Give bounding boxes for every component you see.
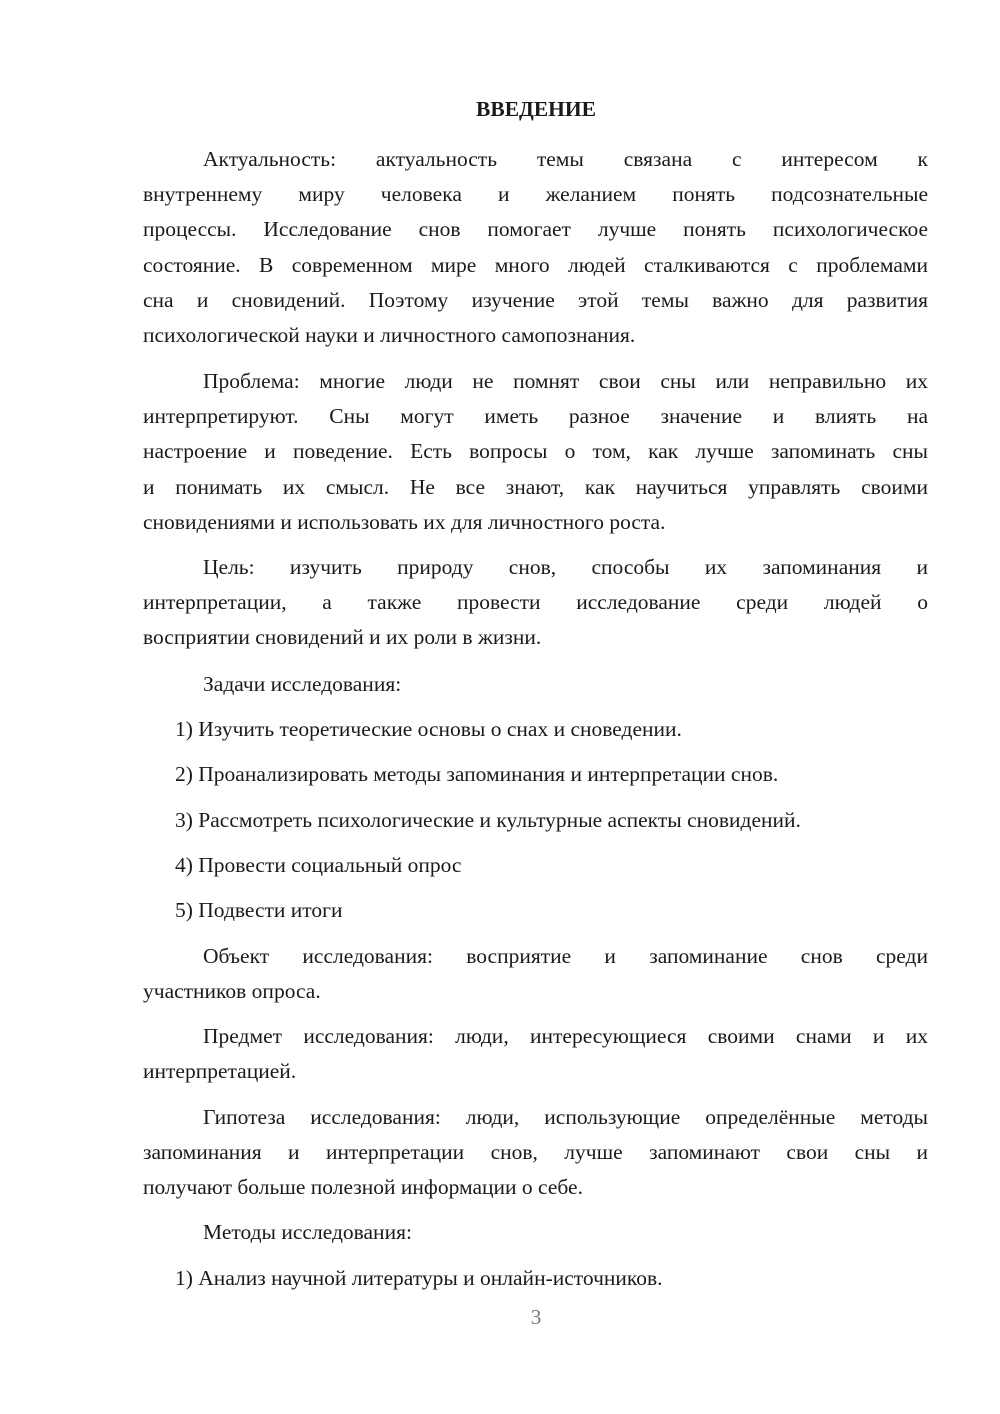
text-line: состояние. В современном мире много людей сталкиваются с проблемами: [143, 252, 928, 277]
page-number: 3: [530, 1305, 542, 1329]
text-line: Проблема: многие люди не помнят свои сны или неправильно их: [203, 369, 928, 393]
paragraph: [143, 1019, 928, 1089]
text-line: Объект исследования: восприятие и запоминание снов среди: [203, 944, 928, 968]
list-item: [143, 848, 928, 883]
list-item: [143, 803, 928, 838]
list-item: [143, 893, 928, 928]
text-line: Актуальность: актуальность темы связана с интересом к: [203, 147, 928, 171]
text-line: настроение и поведение. Есть вопросы о том, как лучше запоминать сны: [143, 439, 928, 464]
paragraph: [143, 1215, 928, 1250]
text-line: Предмет исследования: люди, интересующиеся своими снами и их: [203, 1024, 928, 1048]
list-item: [143, 757, 928, 792]
text-line: интерпретацией.: [143, 1059, 297, 1084]
text-line: Методы исследования:: [203, 1220, 412, 1244]
text-line: сна и сновидений. Поэтому изучение этой темы важно для развития: [143, 287, 928, 312]
paragraph: [143, 939, 928, 1009]
text-line: 2) Проанализировать методы запоминания и интерпретации снов.: [175, 762, 779, 786]
text-line: участников опроса.: [143, 979, 321, 1004]
text-line: сновидениями и использовать их для личностного роста.: [143, 509, 666, 534]
paragraph: [143, 364, 928, 540]
text-line: 4) Провести социальный опрос: [175, 853, 462, 877]
text-line: Задачи исследования:: [203, 672, 402, 696]
text-line: внутреннему миру человека и желанием понять подсознательные: [143, 182, 928, 207]
text-line: 3) Рассмотреть психологические и культурные аспекты сновидений.: [175, 808, 801, 832]
text-line: интерпретируют. Сны могут иметь разное значение и влиять на: [143, 404, 928, 429]
text-line: 1) Анализ научной литературы и онлайн-источников.: [175, 1266, 663, 1290]
paragraph: [143, 142, 928, 353]
text-line: и понимать их смысл. Не все знают, как научиться управлять своими: [143, 474, 928, 499]
text-line: 5) Подвести итоги: [175, 898, 343, 922]
text-line: получают больше полезной информации о себе.: [143, 1175, 583, 1200]
text-line: процессы. Исследование снов помогает лучше понять психологическое: [143, 217, 928, 242]
text-line: запоминания и интерпретации снов, лучше запоминают свои сны и: [143, 1140, 928, 1165]
page-title: ВВЕДЕНИЕ: [476, 97, 596, 121]
list-item: [143, 1261, 928, 1296]
text-line: Гипотеза исследования: люди, использующие определённые методы: [203, 1105, 928, 1129]
paragraph: [143, 667, 928, 702]
paragraph: [143, 1100, 928, 1206]
text-line: Цель: изучить природу снов, способы их запоминания и: [203, 555, 928, 579]
paragraph: [143, 550, 928, 656]
text-line: психологической науки и личностного самопознания.: [143, 322, 636, 347]
text-line: 1) Изучить теоретические основы о снах и сноведении.: [175, 717, 682, 741]
text-line: восприятии сновидений и их роли в жизни.: [143, 625, 542, 650]
list-item: [143, 712, 928, 747]
text-line: интерпретации, а также провести исследование среди людей о: [143, 590, 928, 615]
